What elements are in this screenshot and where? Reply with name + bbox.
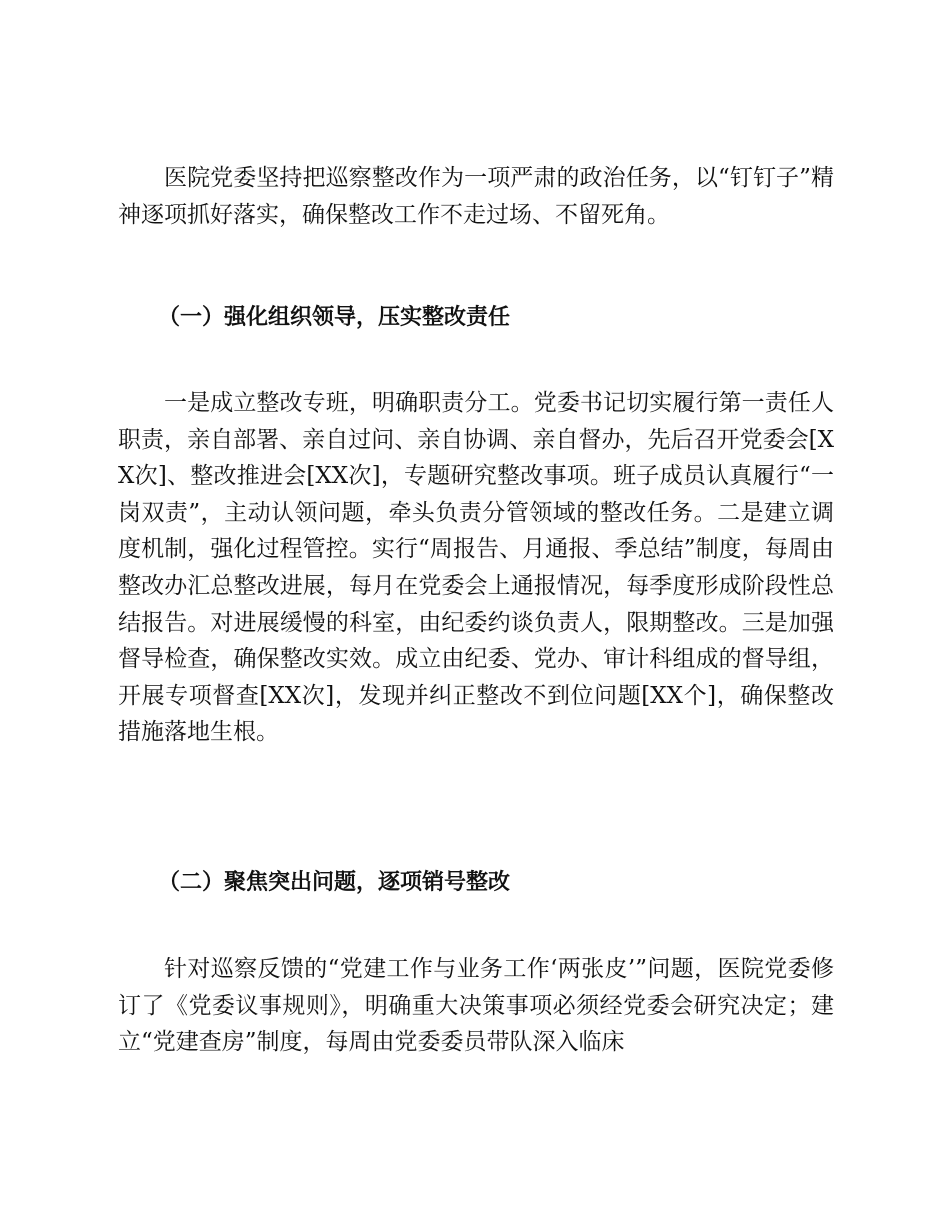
section-1-paragraph: 一是成立整改专班，明确职责分工。党委书记切实履行第一责任人职责，亲自部署、亲自过问、亲自协调、亲自督办，先后召开党委会[XX次]、整改推进会[XX次]，专题研究整改事项。班子成员认真履行“一岗双责”，主动认领问题，牵头负责分管领域的整改任务。二是建立调度机制，强化过程管控。实行“周报告、月通报、季总结”制度，每周由整改办汇总整改进展，每月在党委会上通报情况，每季度形成阶段性总结报告。对进展缓慢的科室，由纪委约谈负责人，限期整改。三是加强督导检查，确保整改实效。成立由纪委、党办、审计科组成的督导组，开展专项督查[XX次]，发现并纠正整改不到位问题[XX个]，确保整改措施落地生根。 — [118, 390, 834, 746]
section-heading-1: （一）强化组织领导，压实整改责任 — [158, 304, 511, 330]
section-2-paragraph: 针对巡察反馈的“党建工作与业务工作‘两张皮’”问题，医院党委修订了《党委议事规则》，明确重大决策事项必须经党委会研究决定；建立“党建查房”制度，每周由党委委员带队深入临床 — [118, 956, 834, 1056]
intro-paragraph: 医院党委坚持把巡察整改作为一项严肃的政治任务，以“钉钉子”精神逐项抓好落实，确保整改工作不走过场、不留死角。 — [118, 165, 834, 228]
section-heading-2: （二）聚焦突出问题，逐项销号整改 — [158, 869, 511, 895]
